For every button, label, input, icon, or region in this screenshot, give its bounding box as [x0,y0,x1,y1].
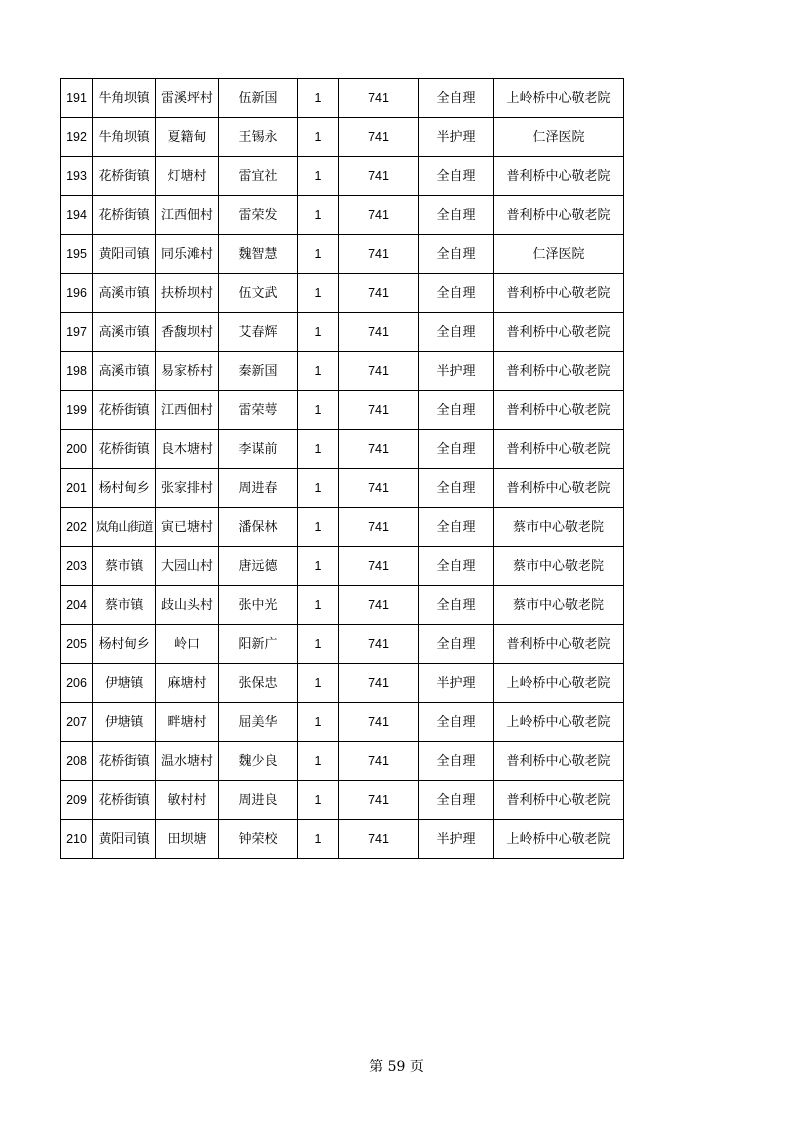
cell-care-level: 全自理 [419,313,494,352]
cell-serial-number: 204 [61,586,93,625]
cell-institution: 普利桥中心敬老院 [494,274,624,313]
cell-village: 岭口 [156,625,219,664]
cell-serial-number: 194 [61,196,93,235]
cell-count: 1 [298,157,339,196]
cell-village: 温水塘村 [156,742,219,781]
cell-township: 蔡市镇 [93,547,156,586]
cell-person-name: 张保忠 [219,664,298,703]
page-footer [0,1056,793,1076]
page-label-suffix: 页 [409,1059,424,1075]
cell-village: 雷溪坪村 [156,79,219,118]
cell-amount: 741 [339,586,419,625]
cell-person-name: 王锡永 [219,118,298,157]
page-label-prefix: 第 [369,1059,384,1075]
cell-amount: 741 [339,196,419,235]
table-row [61,118,624,157]
cell-village: 敏村村 [156,781,219,820]
cell-serial-number: 208 [61,742,93,781]
cell-serial-number: 195 [61,235,93,274]
cell-village: 麻塘村 [156,664,219,703]
cell-village: 大园山村 [156,547,219,586]
cell-amount: 741 [339,469,419,508]
cell-serial-number: 199 [61,391,93,430]
cell-serial-number: 207 [61,703,93,742]
cell-person-name: 周进春 [219,469,298,508]
cell-person-name: 李谋前 [219,430,298,469]
cell-township: 花桥街镇 [93,781,156,820]
cell-care-level: 半护理 [419,664,494,703]
cell-count: 1 [298,313,339,352]
cell-township: 花桥街镇 [93,430,156,469]
table-row [61,508,624,547]
cell-institution: 蔡市中心敬老院 [494,508,624,547]
cell-count: 1 [298,469,339,508]
cell-count: 1 [298,274,339,313]
cell-township: 花桥街镇 [93,391,156,430]
cell-village: 张家排村 [156,469,219,508]
cell-amount: 741 [339,118,419,157]
cell-village: 易家桥村 [156,352,219,391]
cell-serial-number: 192 [61,118,93,157]
cell-person-name: 阳新广 [219,625,298,664]
table-row [61,313,624,352]
cell-person-name: 雷荣萼 [219,391,298,430]
cell-care-level: 半护理 [419,118,494,157]
table-row [61,664,624,703]
cell-institution: 普利桥中心敬老院 [494,157,624,196]
cell-care-level: 全自理 [419,469,494,508]
table-row [61,157,624,196]
cell-village: 田坝塘 [156,820,219,859]
cell-person-name: 魏少良 [219,742,298,781]
cell-count: 1 [298,79,339,118]
cell-count: 1 [298,586,339,625]
cell-institution: 上岭桥中心敬老院 [494,820,624,859]
cell-count: 1 [298,742,339,781]
cell-amount: 741 [339,313,419,352]
cell-serial-number: 206 [61,664,93,703]
cell-count: 1 [298,625,339,664]
cell-village: 良木塘村 [156,430,219,469]
cell-serial-number: 196 [61,274,93,313]
table-row [61,820,624,859]
roster-table [60,78,624,859]
table-row [61,235,624,274]
cell-township: 蔡市镇 [93,586,156,625]
table-row [61,586,624,625]
table-row [61,625,624,664]
cell-institution: 普利桥中心敬老院 [494,742,624,781]
table-row [61,79,624,118]
cell-person-name: 周进良 [219,781,298,820]
table-row [61,196,624,235]
cell-institution: 仁泽医院 [494,118,624,157]
cell-amount: 741 [339,703,419,742]
cell-amount: 741 [339,274,419,313]
cell-person-name: 伍新国 [219,79,298,118]
table-row [61,703,624,742]
cell-village: 扶桥坝村 [156,274,219,313]
cell-amount: 741 [339,391,419,430]
cell-count: 1 [298,430,339,469]
cell-amount: 741 [339,430,419,469]
cell-person-name: 雷荣发 [219,196,298,235]
cell-institution: 上岭桥中心敬老院 [494,79,624,118]
cell-count: 1 [298,508,339,547]
cell-township: 杨村甸乡 [93,469,156,508]
cell-township: 高溪市镇 [93,274,156,313]
cell-count: 1 [298,781,339,820]
cell-care-level: 半护理 [419,820,494,859]
cell-count: 1 [298,547,339,586]
cell-village: 灯塘村 [156,157,219,196]
cell-care-level: 全自理 [419,274,494,313]
cell-person-name: 雷宜社 [219,157,298,196]
cell-township: 伊塘镇 [93,703,156,742]
cell-village: 夏籍甸 [156,118,219,157]
cell-village: 寅已塘村 [156,508,219,547]
cell-person-name: 魏智慧 [219,235,298,274]
cell-person-name: 潘保林 [219,508,298,547]
table-row [61,352,624,391]
table-row [61,742,624,781]
cell-person-name: 钟荣校 [219,820,298,859]
cell-care-level: 全自理 [419,196,494,235]
cell-serial-number: 202 [61,508,93,547]
cell-village: 江西佃村 [156,391,219,430]
cell-person-name: 屈美华 [219,703,298,742]
cell-serial-number: 198 [61,352,93,391]
cell-institution: 蔡市中心敬老院 [494,586,624,625]
table-row [61,469,624,508]
cell-count: 1 [298,235,339,274]
cell-care-level: 全自理 [419,781,494,820]
cell-township: 黄阳司镇 [93,820,156,859]
cell-care-level: 全自理 [419,391,494,430]
cell-serial-number: 203 [61,547,93,586]
cell-institution: 上岭桥中心敬老院 [494,703,624,742]
cell-serial-number: 209 [61,781,93,820]
cell-amount: 741 [339,157,419,196]
cell-township: 高溪市镇 [93,313,156,352]
cell-township: 花桥街镇 [93,742,156,781]
cell-amount: 741 [339,820,419,859]
cell-care-level: 全自理 [419,703,494,742]
cell-care-level: 全自理 [419,742,494,781]
cell-amount: 741 [339,79,419,118]
cell-institution: 普利桥中心敬老院 [494,625,624,664]
table-row [61,430,624,469]
cell-institution: 普利桥中心敬老院 [494,313,624,352]
cell-serial-number: 205 [61,625,93,664]
cell-count: 1 [298,664,339,703]
cell-count: 1 [298,703,339,742]
cell-village: 歧山头村 [156,586,219,625]
table-row [61,274,624,313]
table-row [61,391,624,430]
cell-amount: 741 [339,547,419,586]
cell-person-name: 唐远德 [219,547,298,586]
cell-amount: 741 [339,508,419,547]
cell-township: 黄阳司镇 [93,235,156,274]
page-number: 59 [387,1059,406,1075]
cell-institution: 普利桥中心敬老院 [494,196,624,235]
cell-count: 1 [298,118,339,157]
cell-count: 1 [298,196,339,235]
cell-village: 香馥坝村 [156,313,219,352]
cell-institution: 普利桥中心敬老院 [494,352,624,391]
cell-township: 花桥街镇 [93,196,156,235]
cell-township: 高溪市镇 [93,352,156,391]
cell-serial-number: 200 [61,430,93,469]
cell-count: 1 [298,352,339,391]
cell-amount: 741 [339,664,419,703]
cell-village: 同乐滩村 [156,235,219,274]
cell-township: 杨村甸乡 [93,625,156,664]
cell-institution: 上岭桥中心敬老院 [494,664,624,703]
cell-care-level: 全自理 [419,430,494,469]
cell-person-name: 艾春辉 [219,313,298,352]
cell-amount: 741 [339,235,419,274]
cell-township: 花桥街镇 [93,157,156,196]
cell-township: 岚角山街道 [93,508,156,547]
cell-person-name: 张中光 [219,586,298,625]
cell-count: 1 [298,820,339,859]
cell-serial-number: 193 [61,157,93,196]
cell-care-level: 全自理 [419,79,494,118]
cell-institution: 仁泽医院 [494,235,624,274]
cell-care-level: 全自理 [419,157,494,196]
cell-serial-number: 191 [61,79,93,118]
cell-township: 牛角坝镇 [93,79,156,118]
cell-amount: 741 [339,352,419,391]
cell-serial-number: 201 [61,469,93,508]
cell-amount: 741 [339,781,419,820]
cell-care-level: 全自理 [419,235,494,274]
table-row [61,547,624,586]
cell-institution: 普利桥中心敬老院 [494,430,624,469]
cell-institution: 普利桥中心敬老院 [494,391,624,430]
table-row [61,781,624,820]
cell-institution: 普利桥中心敬老院 [494,469,624,508]
cell-township: 伊塘镇 [93,664,156,703]
cell-person-name: 秦新国 [219,352,298,391]
cell-serial-number: 210 [61,820,93,859]
cell-care-level: 半护理 [419,352,494,391]
cell-amount: 741 [339,625,419,664]
cell-care-level: 全自理 [419,625,494,664]
cell-person-name: 伍文武 [219,274,298,313]
cell-village: 江西佃村 [156,196,219,235]
cell-care-level: 全自理 [419,586,494,625]
cell-count: 1 [298,391,339,430]
cell-serial-number: 197 [61,313,93,352]
cell-institution: 蔡市中心敬老院 [494,547,624,586]
roster-table-body [61,79,624,859]
cell-village: 畔塘村 [156,703,219,742]
cell-care-level: 全自理 [419,508,494,547]
cell-institution: 普利桥中心敬老院 [494,781,624,820]
cell-care-level: 全自理 [419,547,494,586]
cell-township: 牛角坝镇 [93,118,156,157]
cell-amount: 741 [339,742,419,781]
